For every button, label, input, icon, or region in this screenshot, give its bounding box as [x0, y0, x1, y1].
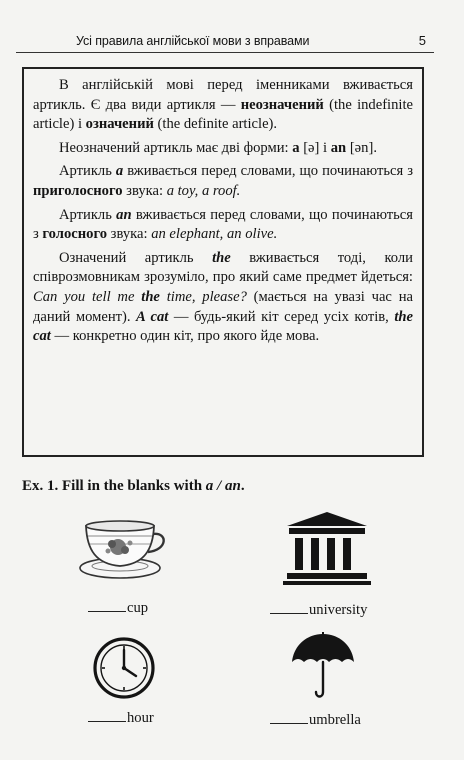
rule-paragraph-1 — [33, 76, 413, 135]
text-run: означений — [85, 116, 154, 133]
exercise-title-prefix: Ex. 1. Fill in the blanks with — [22, 478, 206, 494]
text-run: — конкретно один кіт, про якого йде мова. — [50, 328, 320, 345]
text-run: (the definite article). — [153, 116, 278, 133]
text-run: (мається на увазі час на даний момент). — [33, 288, 413, 325]
umbrella-label: umbrella — [270, 710, 361, 729]
text-run: Означений артикль — [59, 249, 213, 266]
teacup-icon — [78, 514, 168, 582]
clock-icon — [92, 636, 156, 700]
cup-label: cup — [88, 598, 148, 617]
text-run: the cat — [33, 308, 413, 345]
text-run: A cat — [136, 308, 169, 325]
rule-paragraph-5 — [33, 249, 413, 347]
text-run: time, please? — [159, 288, 247, 305]
text-run: вживається перед словами, що починаються з — [123, 163, 413, 180]
text-run: a — [292, 139, 300, 156]
text-run: В англійській мові перед іменниками вживається артикль. Є два види артикля — — [33, 77, 413, 113]
text-run: вживається тоді, коли співрозмовникам зрозуміло, про який саме предмет йдеться: — [33, 249, 413, 286]
page-number: 5 — [418, 33, 426, 48]
rule-paragraph-3 — [33, 162, 413, 201]
rule-paragraph-2 — [33, 139, 413, 159]
text-run: — будь-який кіт серед усіх котів, — [168, 308, 395, 325]
text-run: an elephant, an olive. — [151, 226, 278, 243]
text-run: Артикль — [59, 163, 116, 180]
exercise-title — [22, 478, 245, 495]
answer-blank[interactable] — [88, 708, 126, 722]
text-run: Артикль — [59, 206, 117, 223]
text-run: [ə] і — [299, 139, 331, 156]
rule-paragraph-4 — [33, 206, 413, 245]
text-run: Can you tell me — [33, 288, 142, 305]
hour-label: hour — [88, 708, 154, 727]
text-run: звука: — [122, 182, 167, 199]
answer-blank[interactable] — [270, 600, 308, 614]
text-run: [ən]. — [346, 139, 377, 156]
text-run: an — [330, 139, 347, 156]
university-building-icon — [283, 510, 371, 586]
text-run: a — [115, 163, 124, 180]
exercise-title-suffix: . — [240, 478, 245, 494]
answer-blank[interactable] — [88, 598, 126, 612]
text-run: the — [212, 249, 231, 266]
text-run: an — [116, 206, 132, 223]
text-run: (the indefinite article) і — [33, 96, 413, 133]
page-header — [16, 30, 434, 53]
text-run: приголосного — [33, 182, 123, 199]
text-run: the — [141, 288, 160, 305]
text-run: Неозначений артикль має дві форми: — [59, 139, 293, 156]
umbrella-icon — [290, 632, 356, 702]
text-run: a toy, a roof. — [166, 182, 241, 199]
exercise-title-articles: a / an — [205, 478, 241, 494]
grammar-rule-box — [22, 67, 424, 457]
text-run: вживається перед словами, що починаються з — [33, 206, 413, 243]
text-run: голосного — [42, 226, 108, 243]
answer-blank[interactable] — [270, 710, 308, 724]
university-label: university — [270, 600, 367, 619]
text-run: неозначений — [240, 96, 324, 113]
text-run: звука: — [107, 226, 152, 243]
running-title: Усі правила англійської мови з вправами — [76, 34, 310, 48]
